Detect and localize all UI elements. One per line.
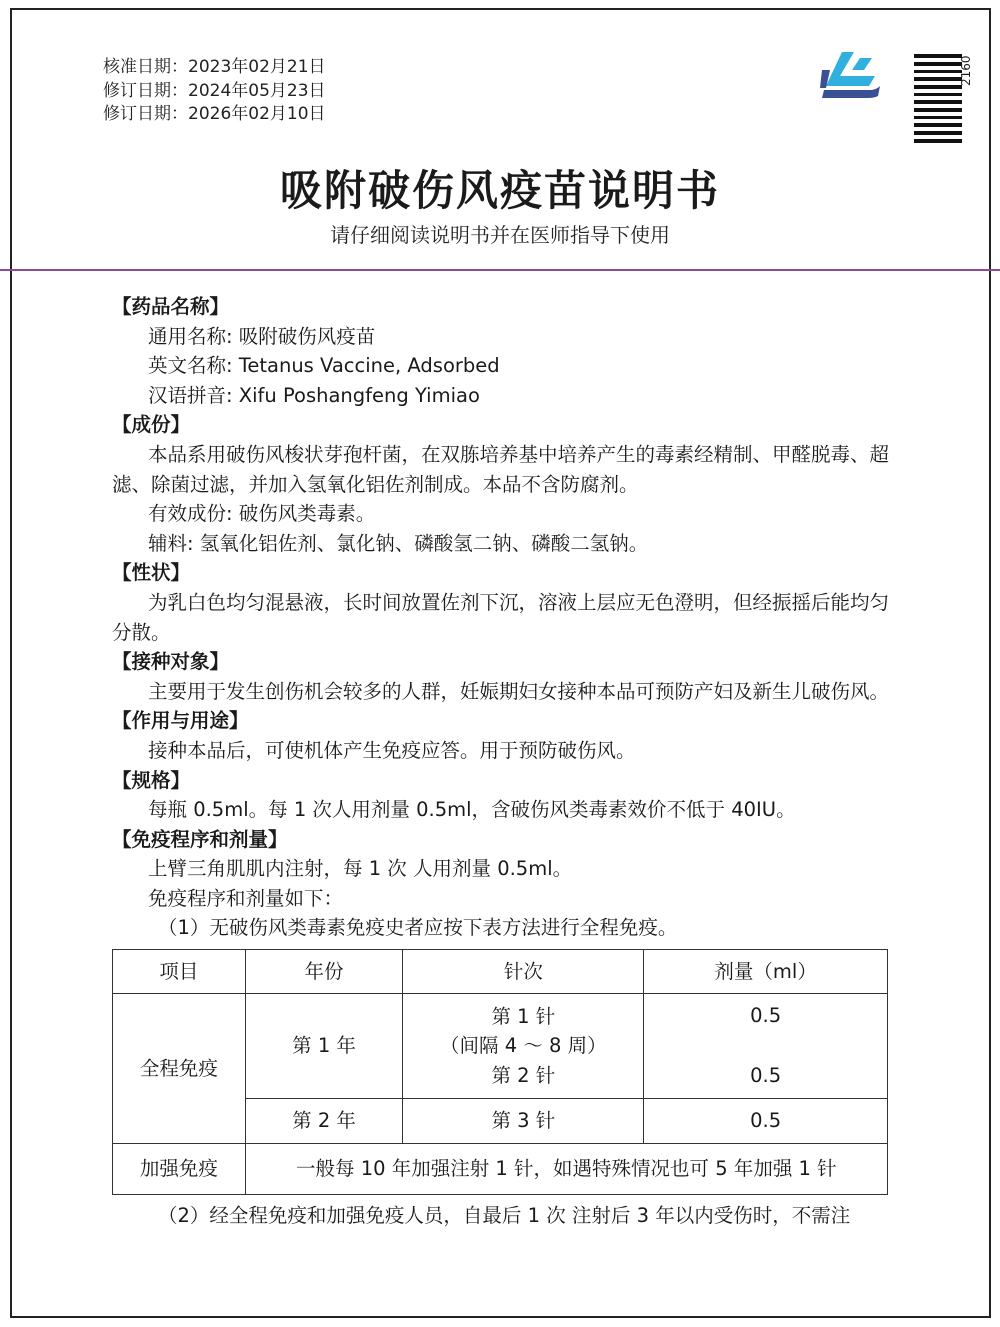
approval-dates — [103, 56, 326, 127]
composition-text: 本品系用破伤风梭状芽孢杆菌，在双胨培养基中培养产生的毒素经精制、甲醛脱毒、超滤、除菌过滤，并加入氢氧化铝佐剂制成。本品不含防腐剂。 — [112, 442, 890, 496]
recipients-text: 主要用于发生创伤机会较多的人群，妊娠期妇女接种本品可预防产妇及新生儿破伤风。 — [148, 679, 890, 703]
dose-1-label: 第 1 针 — [491, 1004, 556, 1028]
dose-2-amount: 0.5 — [750, 1064, 782, 1088]
leaflet-body — [112, 292, 892, 1231]
action-text: 接种本品后，可使机体产生免疫应答。用于预防破伤风。 — [148, 738, 636, 762]
excipients: 辅料: 氢氧化铝佐剂、氯化钠、磷酸氢二钠、磷酸二氢钠。 — [148, 531, 649, 555]
spec-text: 每瓶 0.5ml。每 1 次人用剂量 0.5ml，含破伤风类毒素效价不低于 40IU。 — [148, 798, 796, 822]
document-title: 吸附破伤风疫苗说明书 — [279, 166, 720, 215]
booster-text: 一般每 10 年加强注射 1 针，如遇特殊情况也可 5 年加强 1 针 — [245, 1144, 887, 1195]
header-divider — [0, 269, 1000, 271]
schedule-line-2: 免疫程序和剂量如下： — [148, 886, 344, 910]
section-heading-drug-name: 【药品名称】 — [112, 295, 230, 318]
year-1-cell: 第 1 年 — [245, 994, 403, 1099]
section-heading-recipients: 【接种对象】 — [112, 650, 230, 674]
schedule-item-2: （2）经全程免疫和加强免疫人员，自最后 1 次 注射后 3 年以内受伤时，不需注 — [158, 1204, 851, 1228]
english-name: 英文名称: Tetanus Vaccine, Adsorbed — [148, 354, 500, 378]
dosage-year-1-cell — [644, 994, 888, 1099]
doses-year-1-cell — [403, 994, 644, 1099]
document-subtitle: 请仔细阅读说明书并在医师指导下使用 — [330, 223, 670, 247]
generic-name: 通用名称: 吸附破伤风疫苗 — [148, 324, 376, 348]
immunization-table — [112, 949, 888, 1195]
barcode-icon — [914, 52, 964, 150]
interval-label: （间隔 4 ～ 8 周） — [440, 1034, 607, 1058]
schedule-item-1: （1）无破伤风类毒素免疫史者应按下表方法进行全程免疫。 — [158, 916, 678, 940]
table-header-row — [113, 950, 888, 994]
barcode-number: 2160 — [959, 55, 973, 86]
primary-immunization-label: 全程免疫 — [113, 994, 246, 1144]
description-text: 为乳白色均匀混悬液，长时间放置佐剂下沉，溶液上层应无色澄明，但经振摇后能均匀分散。 — [112, 590, 890, 644]
table-header-cell: 针次 — [403, 950, 644, 994]
section-heading-description: 【性状】 — [112, 561, 191, 585]
dose-3-label: 第 3 针 — [403, 1099, 644, 1144]
active-ingredient: 有效成份: 破伤风类毒素。 — [148, 502, 376, 526]
approval-date: 核准日期：2023年02月21日 — [103, 57, 326, 77]
dose-1-amount: 0.5 — [750, 1004, 782, 1028]
table-header-cell: 剂量（ml） — [644, 950, 888, 994]
section-heading-spec: 【规格】 — [112, 768, 191, 792]
section-heading-schedule: 【免疫程序和剂量】 — [112, 827, 288, 851]
booster-label: 加强免疫 — [113, 1144, 246, 1195]
dose-2-label: 第 2 针 — [491, 1063, 556, 1087]
pinyin-name: 汉语拼音: Xifu Poshangfeng Yimiao — [148, 383, 480, 407]
table-header-cell: 项目 — [113, 950, 246, 994]
company-logo-icon — [820, 50, 882, 100]
revision-date-2: 修订日期：2026年02月10日 — [103, 104, 326, 124]
revision-date-1: 修订日期：2024年05月23日 — [103, 80, 326, 101]
table-header-cell: 年份 — [245, 950, 403, 994]
schedule-line-1: 上臂三角肌肌内注射，每 1 次 人用剂量 0.5ml。 — [148, 857, 573, 881]
dose-3-amount: 0.5 — [644, 1099, 888, 1144]
section-heading-action: 【作用与用途】 — [112, 709, 249, 733]
table-row — [113, 1144, 888, 1195]
section-heading-composition: 【成份】 — [112, 413, 191, 437]
table-row — [113, 994, 888, 1099]
year-2-cell: 第 2 年 — [245, 1099, 403, 1144]
